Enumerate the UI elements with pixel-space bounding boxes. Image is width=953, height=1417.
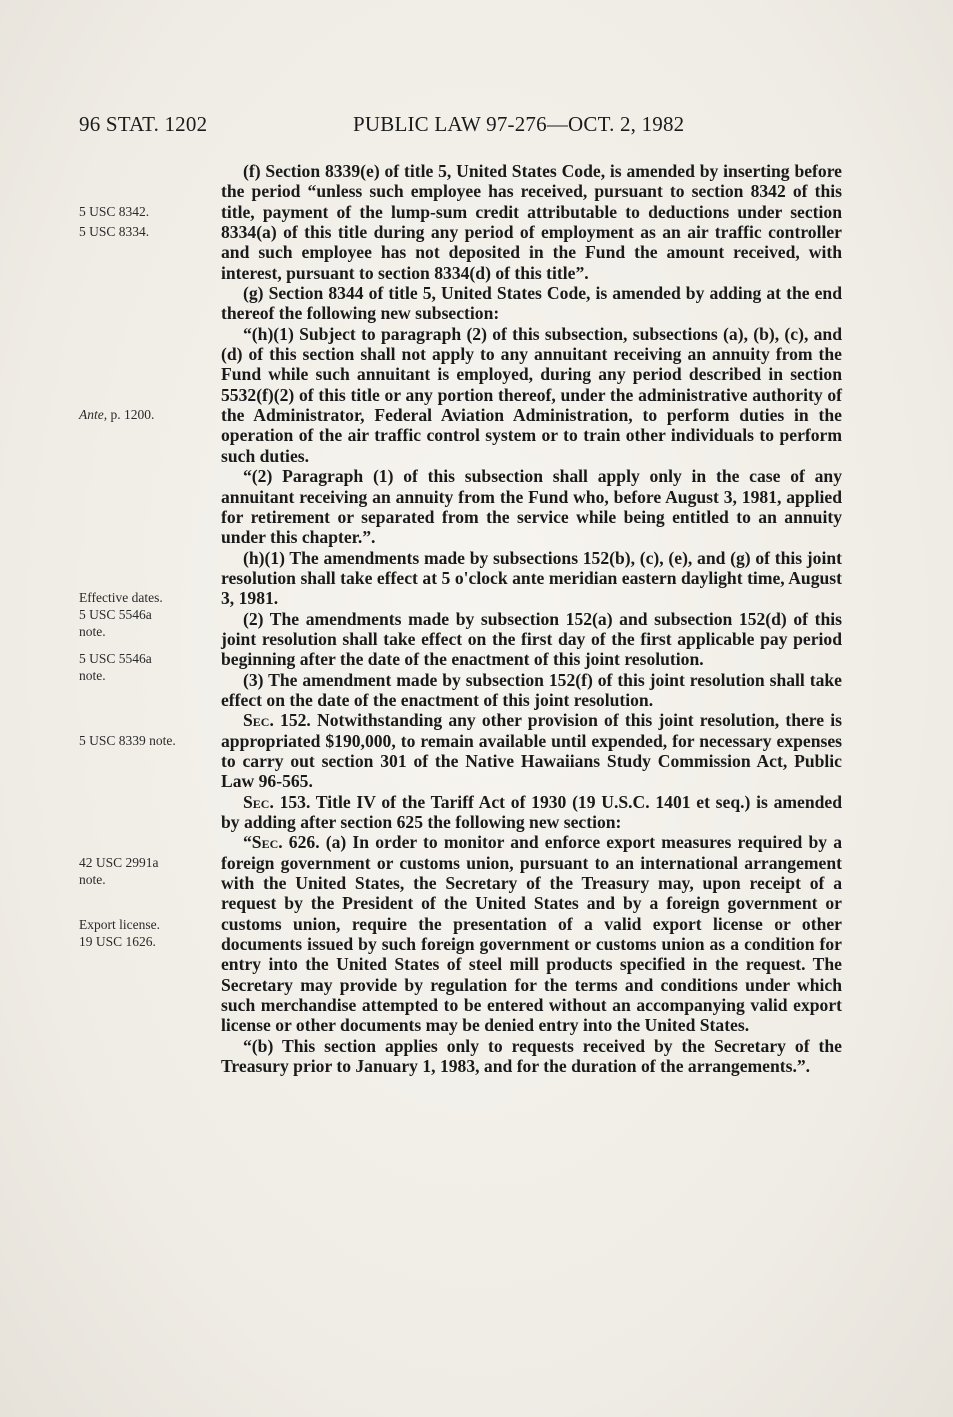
section-label: “Sec. [243, 832, 283, 853]
margin-note: note. [79, 624, 106, 639]
margin-note: 5 USC 8339 note. [79, 733, 176, 748]
section-label: Sec. [243, 791, 274, 812]
margin-note-italic: Ante, [79, 407, 108, 422]
margin-note-text: p. 1200. [107, 407, 155, 422]
section-153 [221, 792, 842, 833]
margin-note: 5 USC 8342. [79, 204, 150, 219]
margin-note: note. [79, 872, 106, 887]
stat-citation: 96 STAT. 1202 [79, 112, 208, 136]
public-law-title: PUBLIC LAW 97-276—OCT. 2, 1982 [353, 112, 685, 136]
paragraph-g: (g) Section 8344 of title 5, United States Code, is amended by adding at the end thereof the following new subsection: [221, 283, 842, 324]
section-text: 626. (a) In order to monitor and enforce export measures required by a foreign government or customs union, pursuant to an international arrangement with the United States, the Secretary of the Treasury may, upon receipt of a request by the President of the United States and by a foreign government or customs union, require the presentation of a valid export license or other documents issued by such foreign government or customs union as a condition for entry into the United States of steel mill products specified in the request. The Secretary may provide by regulation for the terms and conditions under which such merchandise attempted to be entered without an accompanying valid export license or other documents may be denied entry into the United States. [221, 832, 842, 1036]
margin-note: 19 USC 1626. [79, 934, 156, 949]
margin-note: 5 USC 8334. [79, 224, 150, 239]
paragraph-f: (f) Section 8339(e) of title 5, United States Code, is amended by inserting before the period “unless such employee has received, pursuant to section 8342 of this title, payment of the lump-sum credit attributable to deductions under section 8334(a) of this title during any period of employment as an air traffic controller and such employee has not deposited in the Fund the amount received, with interest, pursuant to section 8334(d) of this title”. [221, 161, 842, 283]
statute-body [221, 161, 842, 1076]
margin-note [79, 407, 229, 424]
section-text: 153. Title IV of the Tariff Act of 1930 (19 U.S.C. 1401 et seq.) is amended by adding after section 625 the following new section: [221, 791, 842, 832]
margin-note: 5 USC 5546a [79, 651, 152, 666]
margin-note: 42 USC 2991a [79, 855, 159, 870]
section-text: 152. Notwithstanding any other provision of this joint resolution, there is appropriated $190,000, to remain available until expended, for necessary expenses to carry out section 301 of the Native Hawaiians Study Commission Act, Public Law 96-565. [221, 710, 842, 792]
paragraph-h2: (2) The amendments made by subsection 152(a) and subsection 152(d) of this joint resolution shall take effect on the first day of the first applicable pay period beginning after the date of the enactment of this joint resolution. [221, 608, 842, 670]
section-152 [221, 710, 842, 791]
paragraph-h2-quoted: “(2) Paragraph (1) of this subsection shall apply only in the case of any annuitant receiving an annuity from the Fund who, before August 3, 1981, applied for retirement or separated from the service while being entitled to an annuity under this chapter.”. [221, 466, 842, 548]
paragraph-h1-quoted: “(h)(1) Subject to paragraph (2) of this subsection, subsections (a), (b), (c), and (d) of this section shall not apply to any annuitant receiving an annuity from the Fund while such annuitant is employed, during any period described in section 5532(f)(2) of this title or any portion thereof, under the administrative authority of the Administrator, Federal Aviation Administration, to perform duties in the operation of the air traffic control system or to train other individuals to perform such duties. [221, 323, 842, 466]
margin-note: note. [79, 668, 106, 683]
margin-note: Effective dates. [79, 590, 163, 605]
section-626b: “(b) This section applies only to requests received by the Secretary of the Treasury prior to January 1, 1983, and for the duration of the arrangements.”. [221, 1035, 842, 1077]
margin-note: 5 USC 5546a [79, 607, 152, 622]
margin-note: Export license. [79, 917, 160, 932]
paragraph-h1: (h)(1) The amendments made by subsections 152(b), (c), (e), and (g) of this joint resolution shall take effect at 5 o'clock ante meridian eastern daylight time, August 3, 1981. [221, 547, 842, 609]
section-626a [221, 832, 842, 1035]
section-label: Sec. [243, 710, 274, 731]
paragraph-h3: (3) The amendment made by subsection 152(f) of this joint resolution shall take effect on the date of the enactment of this joint resolution. [221, 669, 842, 710]
